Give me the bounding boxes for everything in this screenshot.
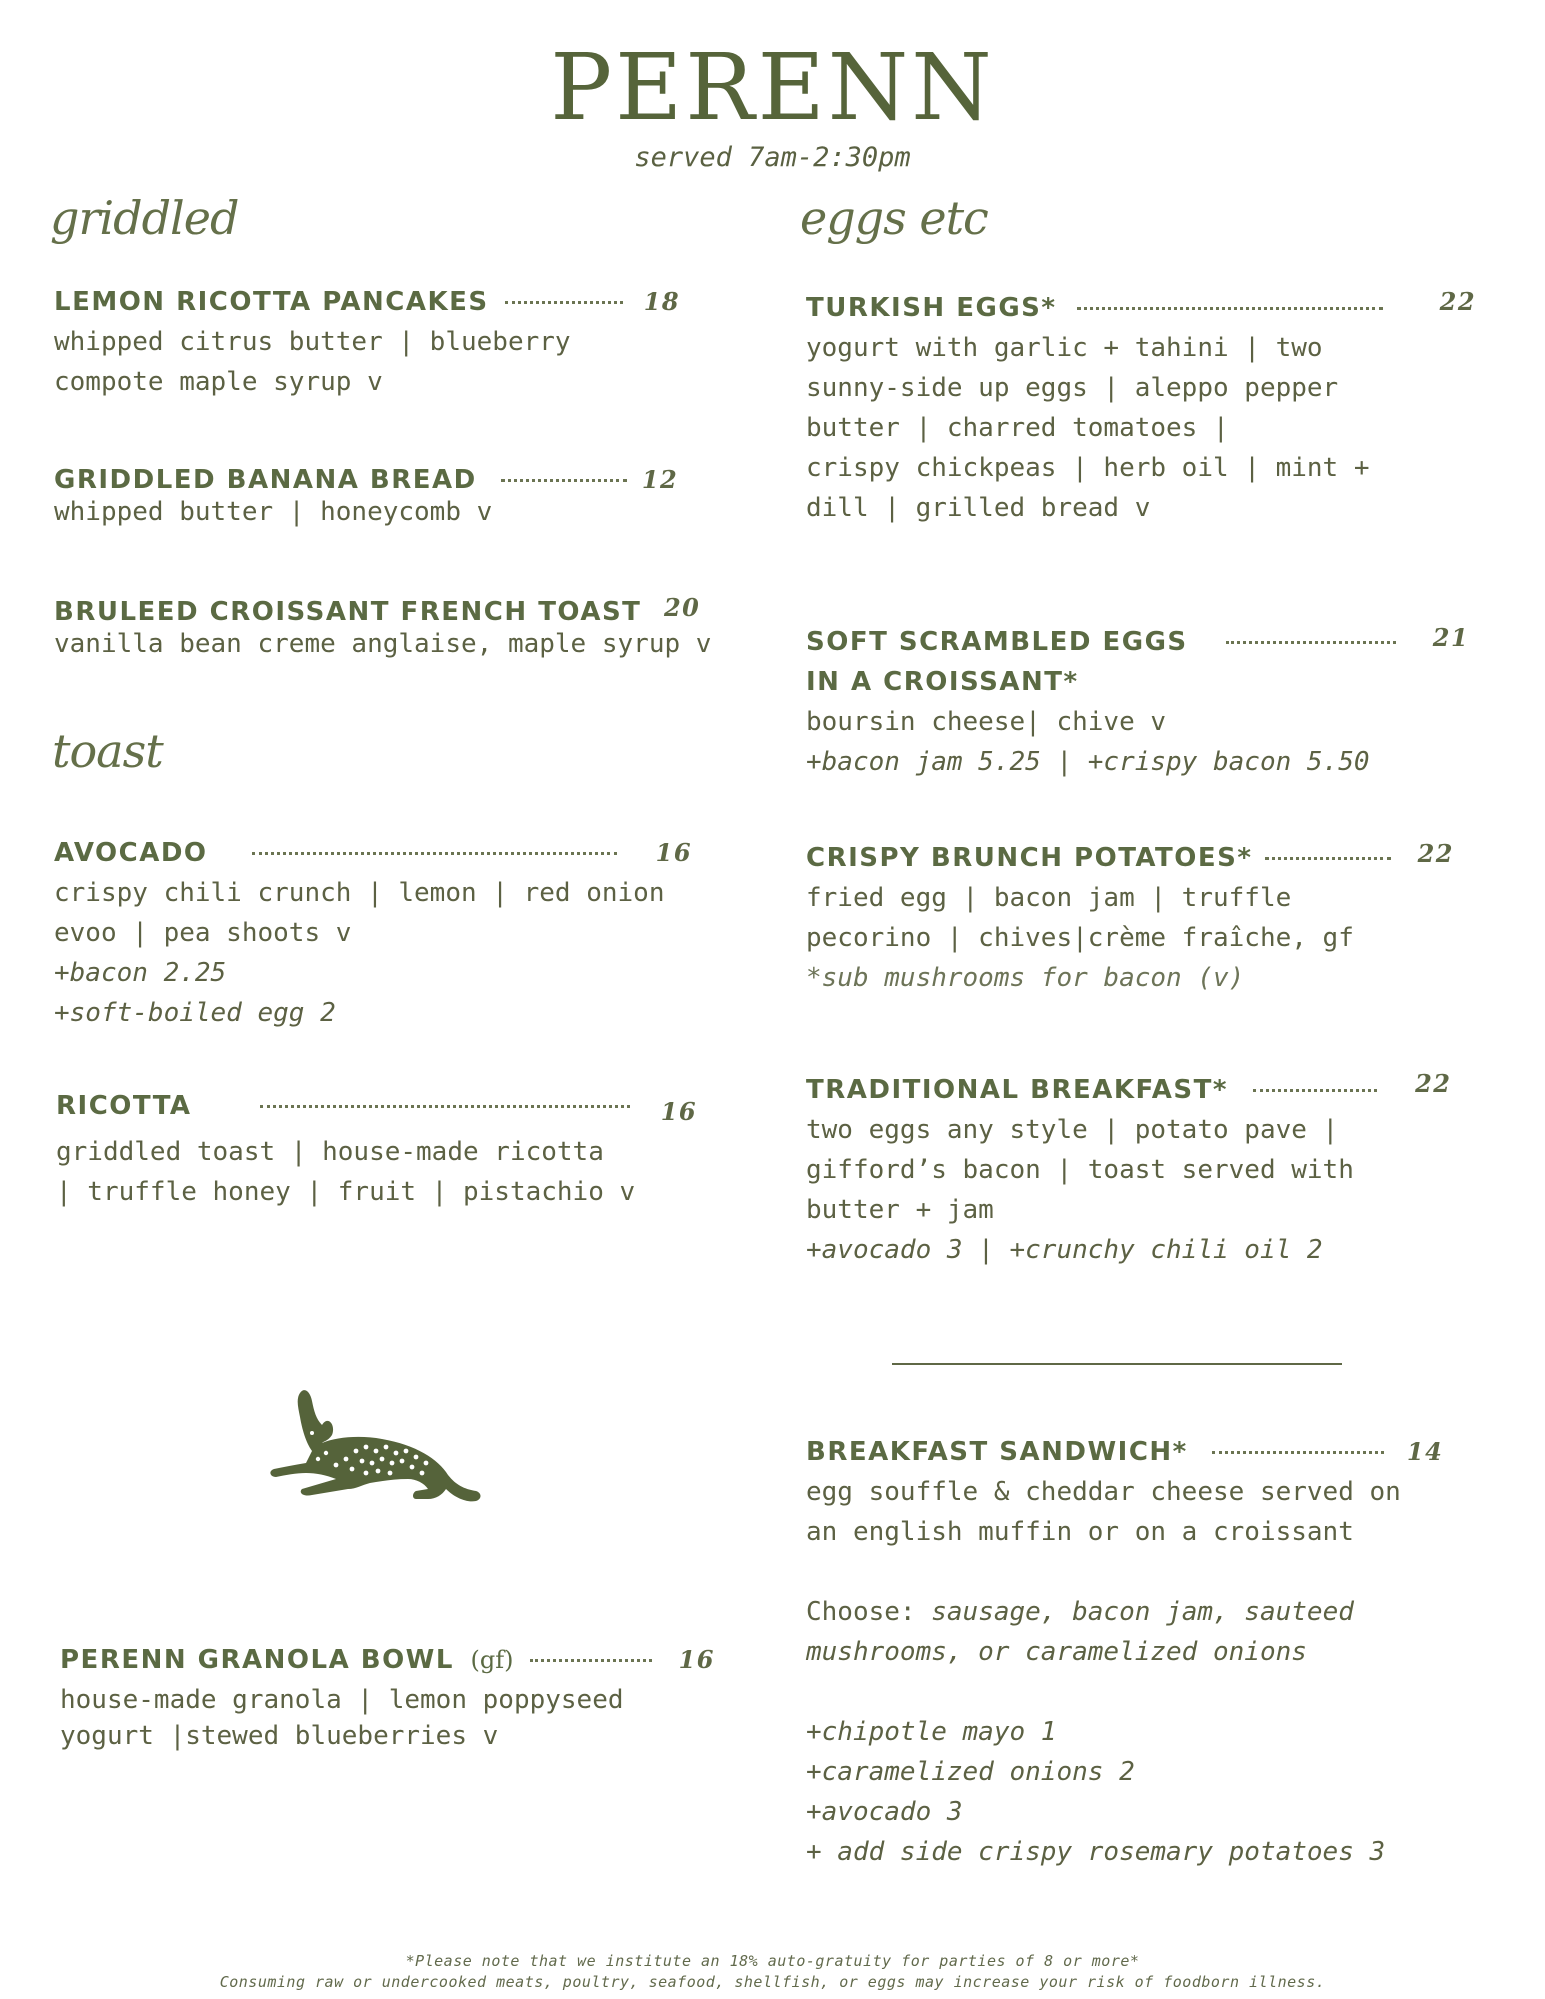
item-description: crispy chickpeas | herb oil | mint + bbox=[806, 453, 1370, 483]
section-eggs-etc: eggs etc bbox=[800, 191, 988, 245]
item-description: an english muffin or on a croissant bbox=[806, 1517, 1354, 1547]
item-name: GRIDDLED BANANA BREAD bbox=[54, 465, 477, 495]
item-description: | truffle honey | fruit | pistachio v bbox=[56, 1177, 636, 1207]
item-name: LEMON RICOTTA PANCAKES bbox=[54, 287, 489, 317]
food-safety-warning: Consuming raw or undercooked meats, poultry, seafood, shellfish, or eggs may increase your risk of foodborn illness. bbox=[219, 1973, 1326, 1991]
item-tag: (gf) bbox=[470, 1646, 514, 1674]
menu-item-ricotta bbox=[56, 1086, 756, 1212]
item-description: house-made granola | lemon poppyseed bbox=[60, 1685, 624, 1715]
spacer bbox=[806, 1672, 1506, 1712]
item-price: 21 bbox=[1432, 623, 1470, 652]
item-name: TRADITIONAL BREAKFAST* bbox=[806, 1075, 1228, 1105]
item-name: TURKISH EGGS* bbox=[806, 293, 1057, 323]
item-name: BREAKFAST SANDWICH* bbox=[806, 1437, 1188, 1467]
item-price: 16 bbox=[678, 1645, 715, 1674]
leader-dots bbox=[530, 1659, 652, 1662]
item-price: 22 bbox=[1417, 839, 1454, 868]
section-toast: toast bbox=[52, 724, 163, 778]
leader-dots bbox=[260, 1105, 630, 1108]
choose-options: mushrooms, or caramelized onions bbox=[806, 1637, 1307, 1667]
choose-options: sausage, bacon jam, sauteed bbox=[931, 1597, 1354, 1627]
spacer bbox=[806, 1552, 1506, 1592]
menu-item-brunch-potatoes bbox=[806, 834, 1506, 998]
item-name: BRULEED CROISSANT FRENCH TOAST bbox=[54, 597, 642, 627]
leader-dots bbox=[1226, 641, 1396, 644]
item-description: boursin cheese| chive v bbox=[806, 707, 1167, 737]
item-description: butter | charred tomatoes | bbox=[806, 413, 1229, 443]
leader-dots bbox=[1265, 857, 1391, 860]
item-description: whipped butter | honeycomb v bbox=[54, 497, 493, 527]
item-description: compote maple syrup v bbox=[54, 367, 383, 397]
leader-dots bbox=[1077, 307, 1383, 310]
item-description: butter + jam bbox=[806, 1195, 994, 1225]
menu-item-granola bbox=[60, 1640, 760, 1756]
restaurant-title: PERENN bbox=[550, 34, 995, 141]
item-name: PERENN GRANOLA BOWL bbox=[60, 1645, 454, 1675]
item-description: dill | grilled bread v bbox=[806, 493, 1151, 523]
item-description: crispy chili crunch | lemon | red onion bbox=[54, 878, 665, 908]
menu-item-turkish-eggs bbox=[806, 282, 1506, 528]
item-description: yogurt with garlic + tahini | two bbox=[806, 333, 1323, 363]
menu-item-avocado bbox=[54, 833, 754, 1033]
item-description: griddled toast | house-made ricotta bbox=[56, 1137, 604, 1167]
item-name: SOFT SCRAMBLED EGGS bbox=[806, 627, 1188, 657]
item-description: egg souffle & cheddar cheese served on bbox=[806, 1477, 1401, 1507]
leaping-rabbit-icon bbox=[266, 1385, 488, 1515]
menu-item-pancakes bbox=[54, 282, 754, 402]
section-divider bbox=[892, 1363, 1342, 1365]
item-addon: +bacon 2.25 bbox=[54, 958, 227, 988]
item-description: whipped citrus butter | blueberry bbox=[54, 327, 571, 357]
leader-dots bbox=[252, 852, 617, 855]
item-addon: +chipotle mayo 1 bbox=[806, 1717, 1057, 1747]
item-price: 18 bbox=[643, 287, 681, 316]
item-description: gifford’s bacon | toast served with bbox=[806, 1155, 1354, 1185]
item-addon: +caramelized onions 2 bbox=[806, 1757, 1135, 1787]
leader-dots bbox=[501, 479, 627, 482]
item-price: 12 bbox=[641, 465, 679, 494]
item-price: 14 bbox=[1406, 1437, 1444, 1466]
section-griddled: griddled bbox=[50, 191, 239, 245]
item-description: two eggs any style | potato pave | bbox=[806, 1115, 1339, 1145]
item-addon: +bacon jam 5.25 | +crispy bacon 5.50 bbox=[806, 747, 1370, 777]
leader-dots bbox=[1212, 1451, 1384, 1454]
item-price: 16 bbox=[660, 1097, 698, 1126]
item-addon: +soft-boiled egg 2 bbox=[54, 998, 336, 1028]
gratuity-note: *Please note that we institute an 18% auto-gratuity for parties of 8 or more* bbox=[405, 1952, 1140, 1970]
item-addon: +avocado 3 | +crunchy chili oil 2 bbox=[806, 1235, 1323, 1265]
item-name-line-2: IN A CROISSANT* bbox=[806, 667, 1079, 697]
item-name: RICOTTA bbox=[56, 1091, 192, 1121]
item-price: 22 bbox=[1439, 287, 1477, 316]
item-name: CRISPY BRUNCH POTATOES* bbox=[806, 843, 1253, 873]
service-hours: served 7am-2:30pm bbox=[634, 142, 911, 173]
menu-item-traditional-breakfast bbox=[806, 1064, 1506, 1270]
item-description: sunny-side up eggs | aleppo pepper bbox=[806, 373, 1339, 403]
item-description: evoo | pea shoots v bbox=[54, 918, 352, 948]
item-description: vanilla bean creme anglaise, maple syrup v bbox=[54, 629, 712, 659]
choose-label: Choose: bbox=[806, 1597, 932, 1627]
choose-line bbox=[806, 1592, 1506, 1632]
item-price: 16 bbox=[655, 838, 693, 867]
menu-item-breakfast-sandwich bbox=[806, 1432, 1506, 1872]
item-description: fried egg | bacon jam | truffle bbox=[806, 883, 1292, 913]
item-price: 20 bbox=[663, 593, 701, 622]
leader-dots bbox=[1253, 1089, 1377, 1092]
menu-item-french-toast bbox=[54, 588, 754, 664]
item-description: pecorino | chives|crème fraîche, gf bbox=[806, 923, 1354, 953]
item-addon: *sub mushrooms for bacon (v) bbox=[806, 963, 1245, 993]
item-description: yogurt |stewed blueberries v bbox=[60, 1721, 499, 1751]
leader-dots bbox=[505, 301, 623, 304]
menu-item-scrambled-eggs bbox=[806, 618, 1506, 782]
item-addon: + add side crispy rosemary potatoes 3 bbox=[806, 1837, 1386, 1867]
item-price: 22 bbox=[1415, 1069, 1452, 1098]
item-addon: +avocado 3 bbox=[806, 1797, 963, 1827]
item-name: AVOCADO bbox=[54, 838, 208, 868]
menu-item-banana-bread bbox=[54, 460, 754, 532]
